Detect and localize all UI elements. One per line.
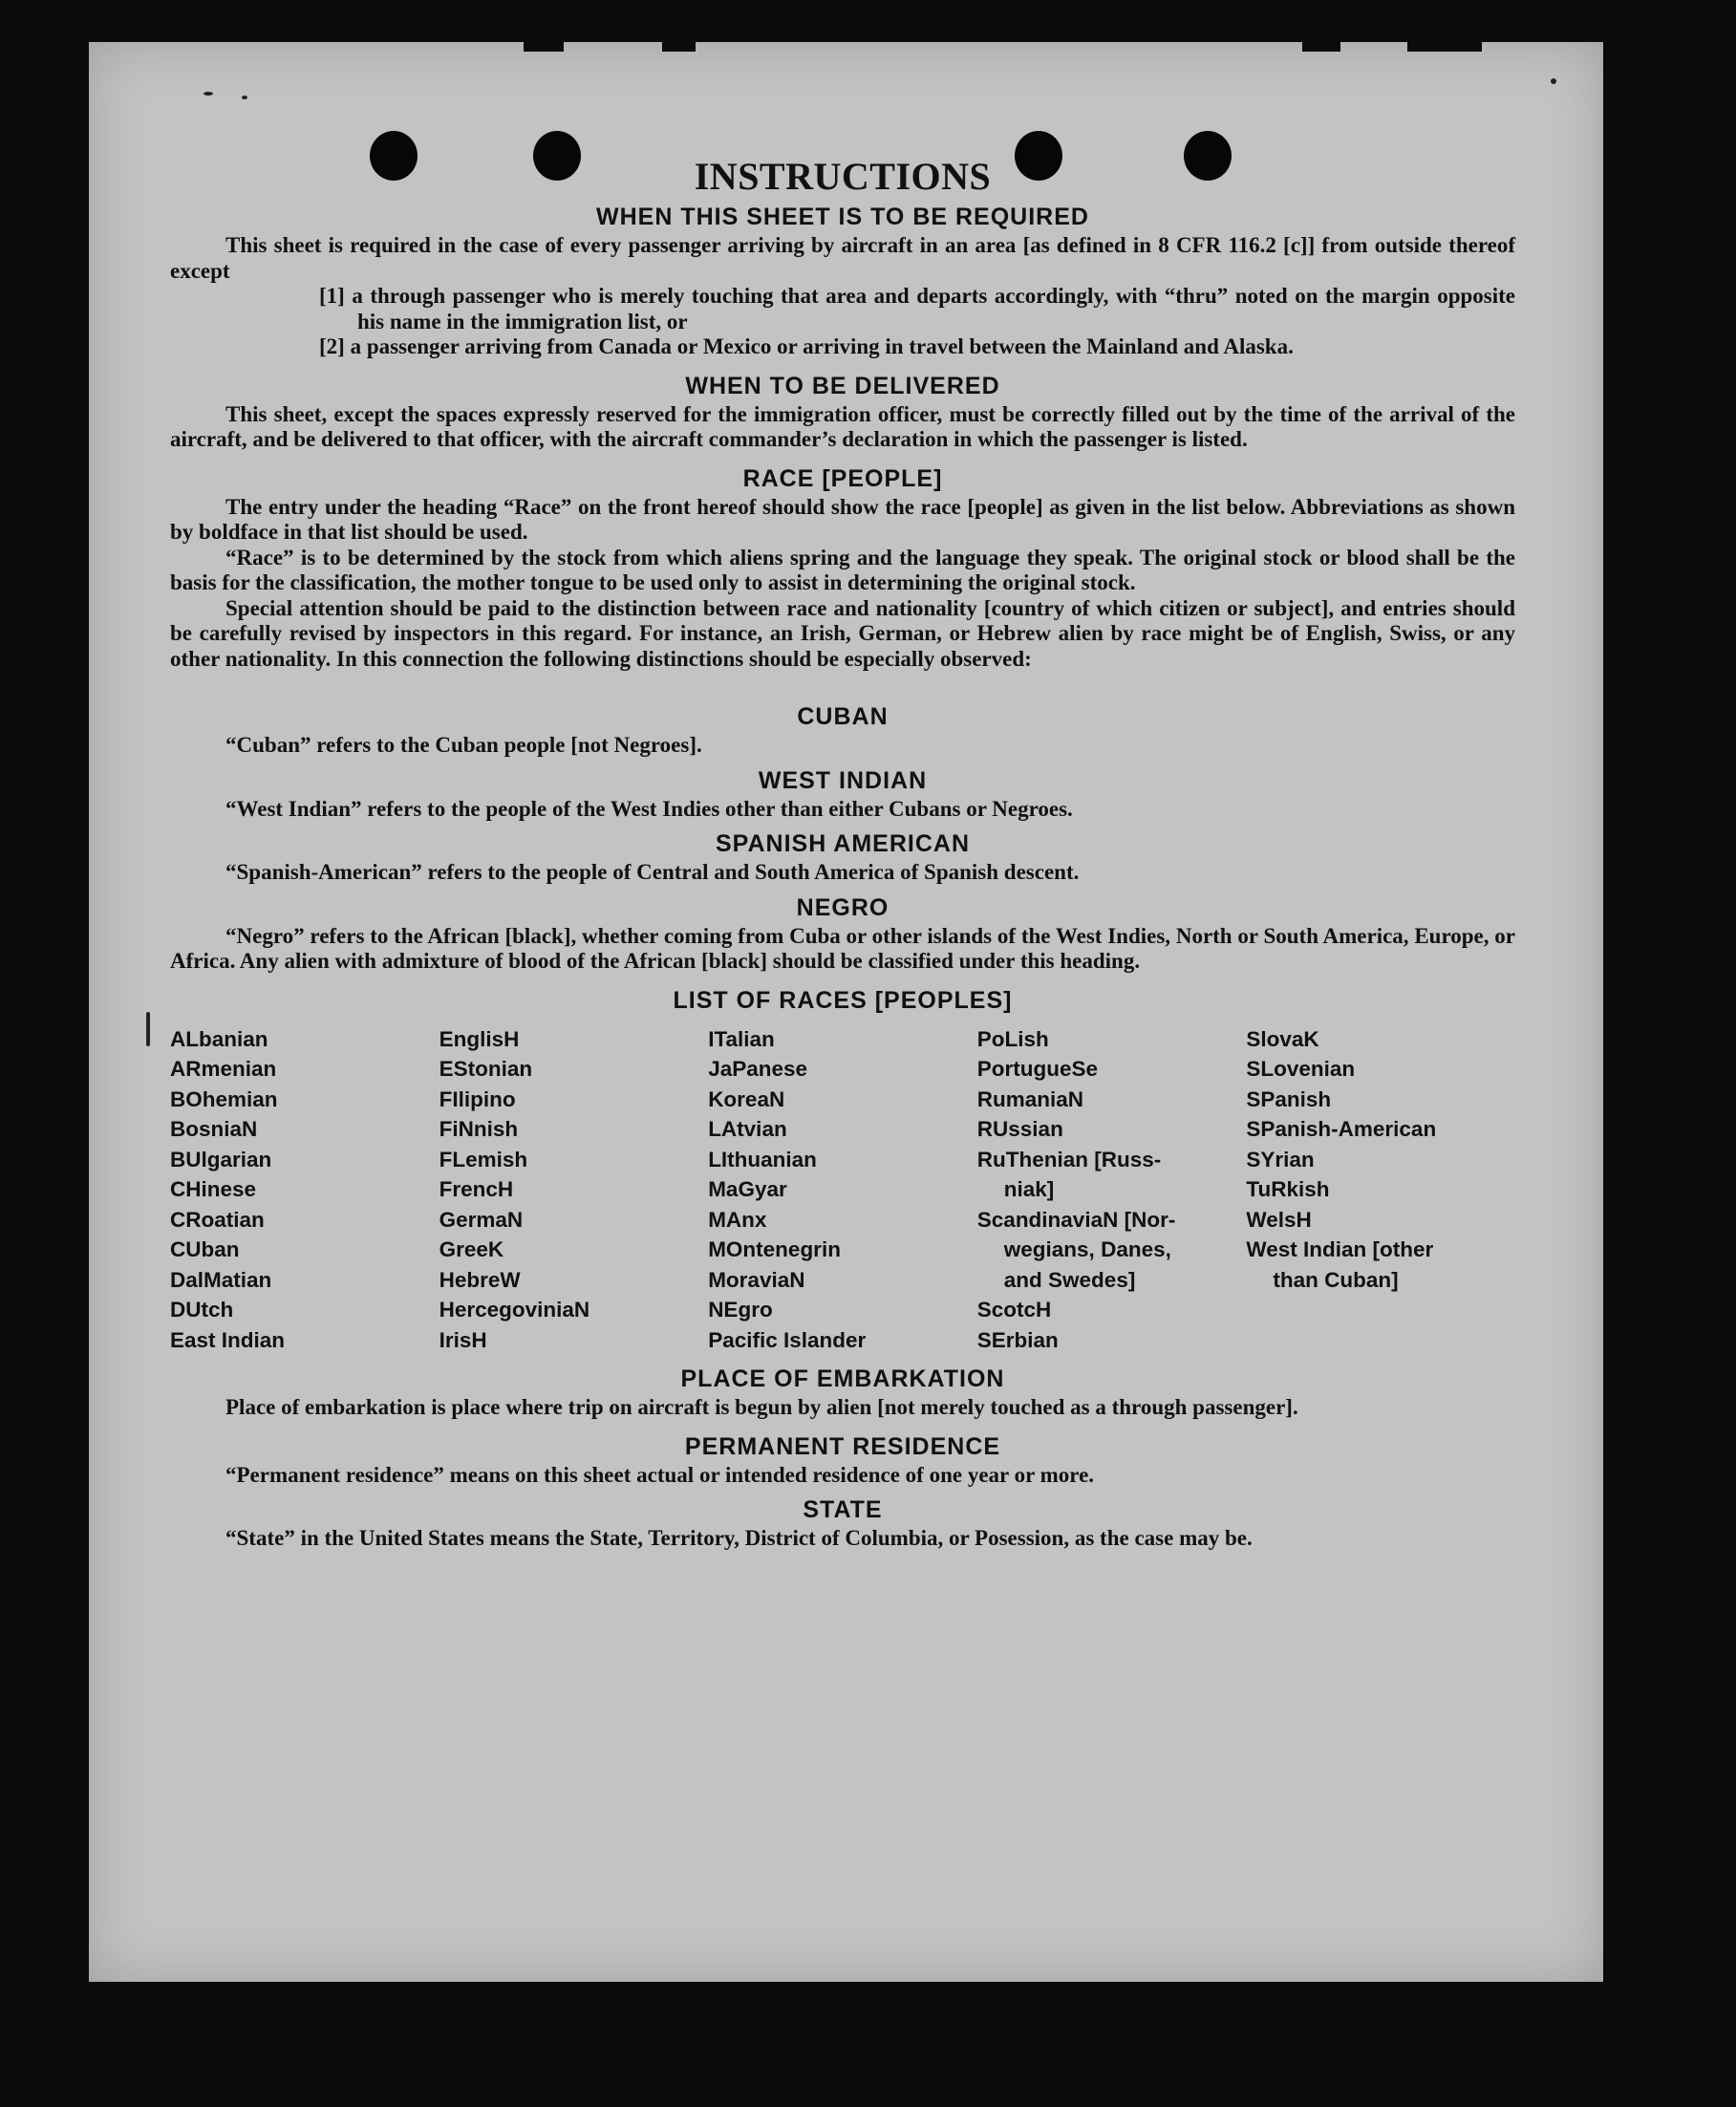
mark — [242, 96, 247, 99]
race-item: MOntenegrin — [708, 1237, 841, 1261]
race-item: SPanish-American — [1246, 1117, 1437, 1141]
race-item: ScandinaviaN [Nor- — [976, 1207, 1176, 1232]
race-item: RuThenian [Russ- — [976, 1147, 1162, 1172]
cuban-text: “Cuban” refers to the Cuban people [not Negroes]. — [225, 733, 702, 757]
race-item: BosniaN — [170, 1117, 258, 1141]
race-item: CHinese — [170, 1177, 257, 1201]
race-paragraph-1: The entry under the heading “Race” on the front hereof should show the race [people] as given in the list below. Abbreviations as shown by boldface in that list should be used. — [170, 494, 1515, 544]
race-paragraph-2: “Race” is to be determined by the stock from which aliens spring and the language they speak. The original stock or blood shall be the basis for the classification, the mother tongue to be used only to assist in determining the original stock. — [170, 545, 1515, 594]
negro-text: “Negro” refers to the African [black], whether coming from Cuba or other islands of the West Indies, North or South America, Europe, or Africa. Any alien with admixture of blood of the African [black] should be classified under this heading. — [170, 923, 1515, 973]
race-item: WelsH — [1246, 1207, 1312, 1232]
exception-2: [2] a passenger arriving from Canada or Mexico or arriving in travel between the Mainland and Alaska. — [319, 334, 1294, 358]
heading-negro: NEGRO — [796, 893, 889, 921]
race-item: EnglisH — [439, 1026, 520, 1051]
race-paragraph-3: Special attention should be paid to the distinction between race and nationality [country of which citizen or subject], and entries should be carefully revised by inspectors in this regard. For instance, an Irish, German, or Hebrew alien by race might be of English, Swiss, or any other nationality. In this connection the following distinctions should be especially observed: — [170, 595, 1515, 671]
heading-races-list: LIST OF RACES [PEOPLES] — [673, 986, 1013, 1014]
heading-permanent-residence: PERMANENT RESIDENCE — [684, 1432, 1001, 1460]
race-item: KoreaN — [708, 1086, 785, 1111]
race-item: BUlgarian — [170, 1147, 272, 1172]
race-item: CUban — [170, 1237, 240, 1261]
race-item: JaPanese — [708, 1057, 808, 1081]
race-item: FiNnish — [439, 1117, 519, 1141]
heading-race: RACE [PEOPLE] — [742, 464, 943, 492]
races-list — [170, 1024, 1515, 1356]
race-item: East Indian — [170, 1327, 286, 1352]
race-item: LIthuanian — [708, 1147, 817, 1172]
race-item: wegians, Danes, — [1003, 1237, 1171, 1261]
heading-state: STATE — [803, 1496, 883, 1523]
race-item: FIlipino — [439, 1086, 516, 1111]
mark — [204, 92, 213, 96]
races-column-3 — [708, 1024, 977, 1356]
race-item: MaGyar — [708, 1177, 787, 1201]
race-item: RUssian — [976, 1117, 1063, 1141]
race-item: NEgro — [708, 1298, 773, 1322]
paper-tear — [1302, 42, 1340, 52]
heading-embarkation: PLACE OF EMBARKATION — [680, 1365, 1005, 1392]
race-item: DUtch — [170, 1298, 234, 1322]
heading-west-indian: WEST INDIAN — [758, 766, 928, 794]
heading-spanish-american: SPANISH AMERICAN — [715, 830, 970, 857]
race-item: niak] — [1003, 1177, 1055, 1201]
races-column-4 — [977, 1024, 1247, 1356]
race-item: MoraviaN — [708, 1267, 805, 1292]
races-column-2 — [439, 1024, 709, 1356]
required-intro: This sheet is required in the case of every passenger arriving by aircraft in an area [as defined in 8 CFR 116.2 [c]] from outside thereof except — [170, 233, 1515, 283]
mark — [146, 1012, 150, 1046]
race-item: HebreW — [439, 1267, 521, 1292]
race-item: ITalian — [708, 1026, 775, 1051]
race-item: EStonian — [439, 1057, 533, 1081]
page-title: INSTRUCTIONS — [694, 155, 992, 198]
mark — [1551, 78, 1556, 84]
paper-tear — [662, 42, 696, 52]
race-item: SlovaK — [1246, 1026, 1319, 1051]
heading-cuban: CUBAN — [797, 703, 889, 730]
race-item: SLovenian — [1246, 1057, 1356, 1081]
race-item: than Cuban] — [1273, 1267, 1399, 1292]
state-text: “State” in the United States means the State, Territory, District of Columbia, or Posession, as the case may be. — [225, 1526, 1253, 1550]
race-item: CRoatian — [170, 1207, 265, 1232]
race-item: MAnx — [708, 1207, 767, 1232]
paper-tear — [1407, 42, 1482, 52]
instructions-content — [170, 153, 1515, 1552]
delivered-text: This sheet, except the spaces expressly reserved for the immigration officer, must be correctly filled out by the time of the arrival of the aircraft, and be delivered to that officer, with the aircraft commander’s declaration in which the passenger is listed. — [170, 401, 1515, 451]
race-item: IrisH — [439, 1327, 487, 1352]
races-column-1 — [170, 1024, 439, 1356]
race-item: PortugueSe — [976, 1057, 1099, 1081]
race-item: ScotcH — [976, 1298, 1052, 1322]
embarkation-text: Place of embarkation is place where trip on aircraft is begun by alien [not merely touched as a through passenger]. — [225, 1395, 1298, 1419]
race-item: BOhemian — [170, 1086, 278, 1111]
race-item: GermaN — [439, 1207, 524, 1232]
race-item: SErbian — [976, 1327, 1059, 1352]
paper-tear — [524, 42, 564, 52]
race-item: RumaniaN — [976, 1086, 1084, 1111]
race-item: SYrian — [1246, 1147, 1315, 1172]
race-item: HercegoviniaN — [439, 1298, 590, 1322]
race-item: LAtvian — [708, 1117, 787, 1141]
race-item: PoLish — [976, 1026, 1049, 1051]
race-item: FLemish — [439, 1147, 528, 1172]
spanish-american-text: “Spanish-American” refers to the people of Central and South America of Spanish descent. — [225, 860, 1080, 884]
race-item: GreeK — [439, 1237, 504, 1261]
race-item: DalMatian — [170, 1267, 272, 1292]
race-item: FrencH — [439, 1177, 514, 1201]
heading-delivered: WHEN TO BE DELIVERED — [685, 372, 1000, 399]
heading-required: WHEN THIS SHEET IS TO BE REQUIRED — [596, 204, 1089, 230]
races-column-5 — [1246, 1024, 1515, 1356]
residence-text: “Permanent residence” means on this sheet actual or intended residence of one year or more. — [225, 1462, 1095, 1487]
race-item: Pacific Islander — [708, 1327, 867, 1352]
race-item: ALbanian — [170, 1026, 268, 1051]
exception-1: [1] a through passenger who is merely touching that area and departs accordingly, with “thru” noted on the margin opposite his name in the immigration list, or — [319, 284, 1515, 333]
race-item: West Indian [other — [1246, 1237, 1434, 1261]
west-indian-text: “West Indian” refers to the people of the West Indies other than either Cubans or Negroes. — [225, 796, 1073, 821]
race-item: and Swedes] — [1003, 1267, 1136, 1292]
race-item: TuRkish — [1246, 1177, 1330, 1201]
race-item: SPanish — [1246, 1086, 1332, 1111]
race-item: ARmenian — [170, 1057, 277, 1081]
